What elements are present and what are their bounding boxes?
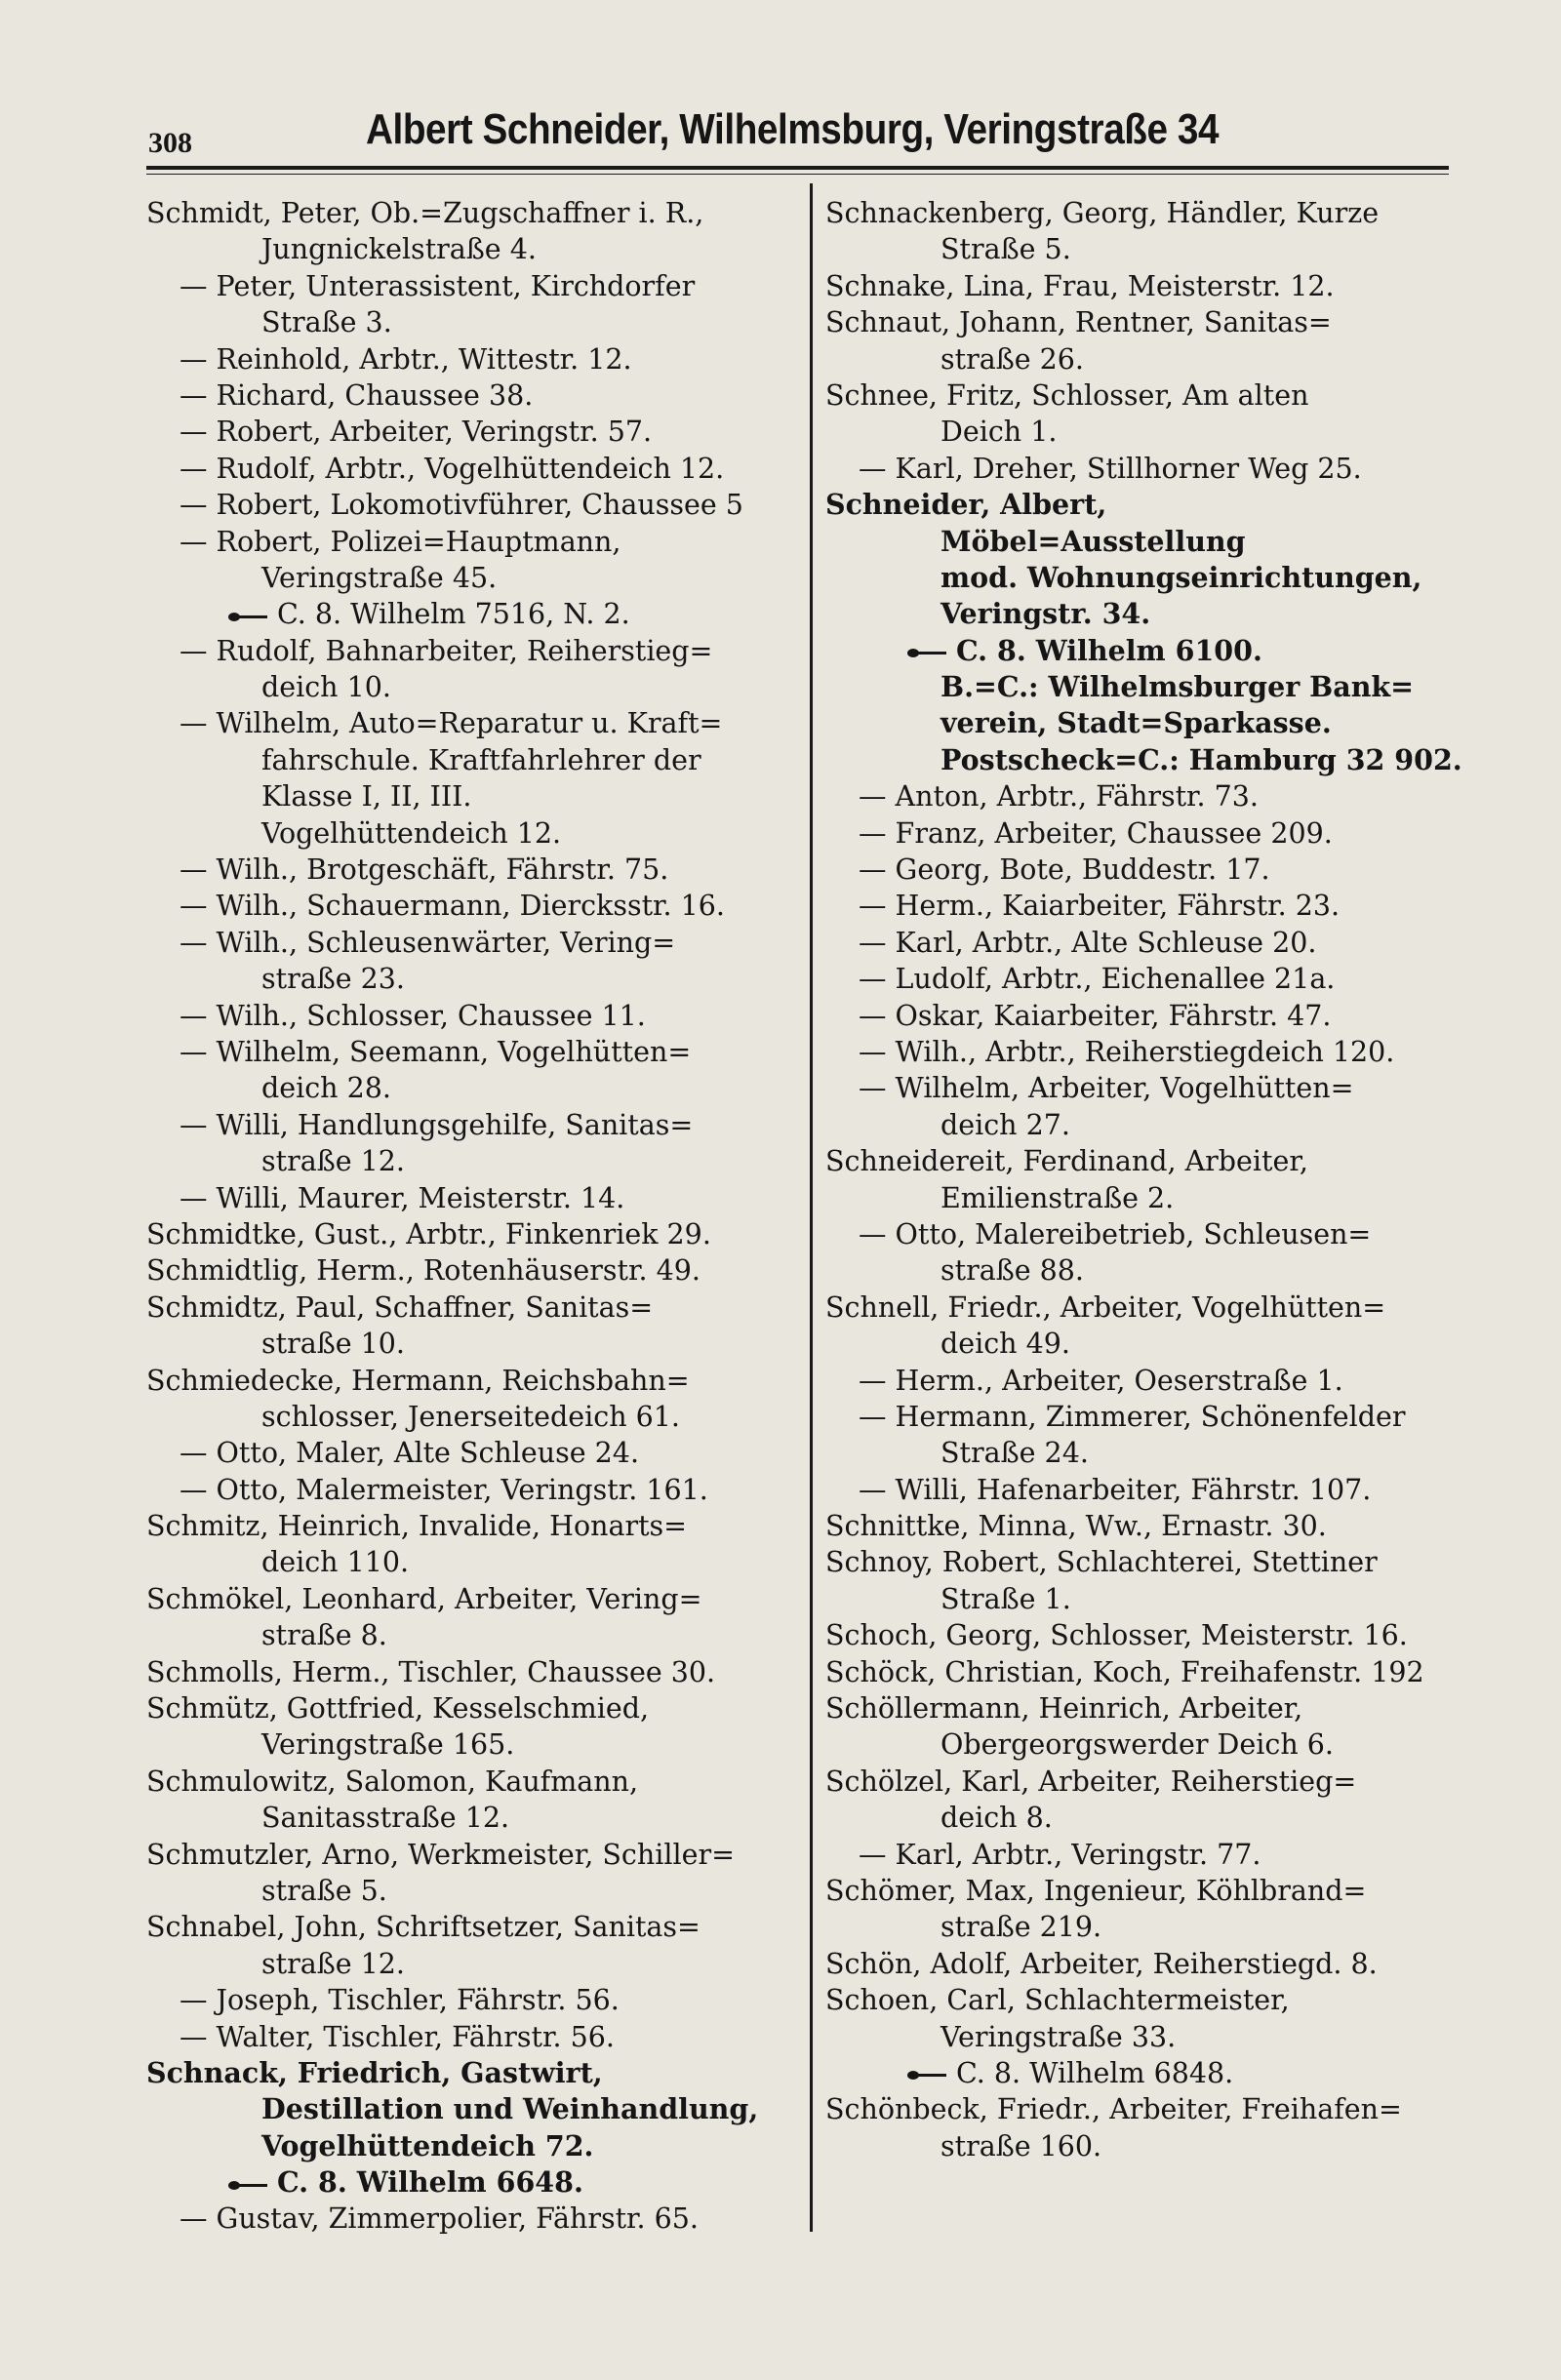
entry-continuation-line	[146, 560, 802, 596]
entry-text: Deich 1.	[941, 416, 1058, 449]
entry-text: verein, Stadt=Sparkasse.	[941, 706, 1332, 740]
header-rule	[146, 166, 1449, 170]
entry-text: — Herm., Kaiarbeiter, Fährstr. 23.	[859, 890, 1341, 923]
entry-text: — Willi, Maurer, Meisterstr. 14.	[180, 1181, 625, 1214]
entry-text: — Wilh., Schlosser, Chaussee 11.	[180, 999, 646, 1032]
directory-entry	[146, 633, 802, 706]
directory-entry	[825, 1690, 1450, 1764]
entry-continuation-line	[146, 1399, 802, 1435]
entry-continuation-line	[146, 2164, 802, 2201]
directory-entry	[146, 925, 802, 998]
directory-entry	[825, 815, 1450, 852]
entry-continuation-line	[825, 1726, 1450, 1763]
directory-entry	[825, 852, 1450, 888]
entry-continuation-line	[825, 2019, 1450, 2055]
entry-name-line	[146, 998, 802, 1034]
directory-entry	[825, 1873, 1450, 1946]
directory-entry	[825, 377, 1450, 451]
entry-continuation-line	[146, 596, 802, 632]
entry-text: Schmiedecke, Hermann, Reichsbahn=	[146, 1364, 690, 1397]
directory-entry	[146, 1764, 802, 1837]
directory-entry	[825, 1617, 1450, 1653]
entry-text: Klasse I, II, III.	[261, 780, 472, 813]
entry-text: — Robert, Arbeiter, Veringstr. 57.	[180, 416, 653, 449]
entry-name-line	[146, 1252, 802, 1289]
entry-continuation-line	[146, 304, 802, 340]
entry-name-line	[825, 1363, 1450, 1399]
entry-text: — Wilhelm, Arbeiter, Vogelhütten=	[859, 1072, 1354, 1105]
entry-name-line	[146, 451, 802, 487]
directory-entry	[825, 961, 1450, 997]
entry-text: — Rudolf, Arbtr., Vogelhüttendeich 12.	[180, 452, 725, 485]
entry-text: Veringstr. 34.	[941, 597, 1151, 631]
entry-continuation-line	[825, 1435, 1450, 1471]
directory-entry	[146, 1982, 802, 2018]
entry-continuation-line	[825, 596, 1450, 632]
directory-entry	[825, 925, 1450, 961]
entry-text: Schnabel, John, Schriftsetzer, Sanitas=	[146, 1911, 700, 1944]
entry-text: Schnittke, Minna, Ww., Ernastr. 30.	[825, 1510, 1327, 1543]
entry-continuation-line	[825, 414, 1450, 450]
entry-name-line	[146, 195, 802, 231]
entry-text: Sanitasstraße 12.	[261, 1802, 510, 1835]
entry-text: Schneidereit, Ferdinand, Arbeiter,	[825, 1145, 1308, 1178]
entry-text: — Karl, Dreher, Stillhorner Weg 25.	[859, 452, 1362, 485]
entry-text: Schömer, Max, Ingenieur, Köhlbrand=	[825, 1874, 1367, 1907]
entry-text: — Otto, Malermeister, Veringstr. 161.	[180, 1473, 708, 1506]
entry-text: Vogelhüttendeich 12.	[261, 816, 562, 850]
entry-name-line	[825, 304, 1450, 340]
directory-entry	[825, 2091, 1450, 2164]
directory-entry	[825, 1508, 1450, 1544]
entry-continuation-line	[146, 742, 802, 778]
entry-name-line	[146, 2019, 802, 2055]
entry-continuation-line	[825, 1581, 1450, 1617]
entry-name-line	[825, 925, 1450, 961]
entry-text: — Hermann, Zimmerer, Schönenfelder	[859, 1400, 1406, 1433]
entry-name-line	[825, 1399, 1450, 1435]
entry-name-line	[825, 1216, 1450, 1252]
entry-text: Postscheck=C.: Hamburg 32 902.	[941, 742, 1462, 776]
entry-name-line	[825, 1544, 1450, 1580]
entry-name-line	[825, 1472, 1450, 1508]
entry-text: — Joseph, Tischler, Fährstr. 56.	[180, 1984, 620, 2017]
directory-entry	[825, 1289, 1450, 1363]
entry-text: — Wilh., Schleusenwärter, Vering=	[180, 926, 676, 959]
entry-continuation-line	[146, 778, 802, 814]
entry-continuation-line	[825, 341, 1450, 377]
telephone-icon	[228, 611, 271, 622]
entry-text: deich 110.	[261, 1546, 410, 1579]
entry-text: Schneider, Albert,	[825, 488, 1107, 522]
header-rule-thin	[146, 174, 1449, 175]
entry-name-line	[146, 1837, 802, 1873]
directory-entry	[146, 1363, 802, 1436]
entry-text: straße 5.	[261, 1874, 387, 1907]
entry-name-line	[146, 1581, 802, 1617]
entry-text: Straße 5.	[941, 233, 1071, 266]
entry-text: schlosser, Jenerseitedeich 61.	[261, 1400, 680, 1433]
entry-text: Vogelhüttendeich 72.	[261, 2128, 594, 2162]
entry-continuation-line	[825, 1800, 1450, 1836]
entry-name-line	[146, 1435, 802, 1471]
directory-entry	[146, 2055, 802, 2202]
entry-continuation-line	[146, 1143, 802, 1179]
telephone-icon	[907, 647, 950, 658]
directory-entry	[146, 377, 802, 414]
entry-continuation-line	[825, 1326, 1450, 1362]
entry-name-line	[825, 1143, 1450, 1179]
entry-continuation-line	[146, 669, 802, 705]
directory-entry	[146, 852, 802, 888]
directory-entry	[825, 1399, 1450, 1472]
entry-name-line	[825, 1690, 1450, 1726]
entry-text: Veringstraße 33.	[941, 2020, 1177, 2053]
entry-name-line	[146, 414, 802, 450]
entry-name-line	[146, 2055, 802, 2091]
directory-entry	[146, 1289, 802, 1363]
entry-text: Schöllermann, Heinrich, Arbeiter,	[825, 1692, 1303, 1726]
directory-entry	[146, 1034, 802, 1107]
entry-continuation-line	[146, 2128, 802, 2164]
entry-text: deich 27.	[941, 1108, 1070, 1141]
directory-entry	[146, 1837, 802, 1910]
page-number: 308	[148, 127, 192, 159]
entry-text: fahrschule. Kraftfahrlehrer der	[261, 743, 701, 776]
entry-name-line	[146, 633, 802, 669]
entry-name-line	[825, 1070, 1450, 1106]
directory-entry	[825, 451, 1450, 487]
entry-name-line	[825, 268, 1450, 304]
entry-text: — Wilh., Brotgeschäft, Fährstr. 75.	[180, 853, 669, 887]
entry-name-line	[825, 2091, 1450, 2127]
entry-name-line	[146, 1216, 802, 1252]
entry-text: Schnack, Friedrich, Gastwirt,	[146, 2055, 603, 2089]
entry-text: B.=C.: Wilhelmsburger Bank=	[941, 670, 1415, 704]
entry-name-line	[146, 1982, 802, 2018]
entry-continuation-line	[146, 1726, 802, 1763]
entry-name-line	[146, 268, 802, 304]
entry-name-line	[825, 1764, 1450, 1800]
left-column	[146, 195, 802, 2238]
entry-continuation-line	[825, 2055, 1450, 2091]
entry-name-line	[146, 1034, 802, 1070]
entry-continuation-line	[146, 1617, 802, 1653]
entry-text: Schnoy, Robert, Schlachterei, Stettiner	[825, 1546, 1378, 1579]
entry-text: Schmitz, Heinrich, Invalide, Honarts=	[146, 1510, 688, 1543]
entry-text: Schmidtlig, Herm., Rotenhäuserstr. 49.	[146, 1254, 700, 1288]
entry-name-line	[146, 1508, 802, 1544]
entry-name-line	[825, 778, 1450, 814]
entry-continuation-line	[146, 1544, 802, 1580]
entry-text: straße 26.	[941, 342, 1084, 376]
entry-name-line	[825, 1617, 1450, 1653]
entry-name-line	[146, 705, 802, 741]
entry-text: Möbel=Ausstellung	[941, 524, 1246, 558]
entry-text: straße 12.	[261, 1947, 405, 1980]
directory-entry	[825, 1982, 1450, 2091]
entry-text: — Willi, Handlungsgehilfe, Sanitas=	[180, 1108, 694, 1141]
entry-text: Schöck, Christian, Koch, Freihafenstr. 192	[825, 1655, 1424, 1688]
entry-continuation-line	[825, 1252, 1450, 1289]
entry-text: Schönbeck, Friedr., Arbeiter, Freihafen=	[825, 2093, 1402, 2126]
directory-entry	[825, 1544, 1450, 1617]
directory-entry	[146, 2201, 802, 2237]
entry-text: — Reinhold, Arbtr., Wittestr. 12.	[180, 342, 632, 376]
directory-entry	[146, 705, 802, 852]
entry-text: Schmökel, Leonhard, Arbeiter, Vering=	[146, 1582, 702, 1615]
entry-name-line	[146, 341, 802, 377]
entry-continuation-line	[825, 231, 1450, 267]
entry-name-line	[146, 888, 802, 924]
directory-entry	[146, 1690, 802, 1764]
entry-text: Obergeorgswerder Deich 6.	[941, 1728, 1334, 1762]
entry-text: — Otto, Maler, Alte Schleuse 24.	[180, 1437, 640, 1470]
entry-continuation-line	[825, 1909, 1450, 1945]
entry-text: — Willi, Hafenarbeiter, Fährstr. 107.	[859, 1473, 1372, 1506]
entry-text: straße 12.	[261, 1145, 405, 1178]
directory-entry	[825, 888, 1450, 924]
entry-text: Destillation und Weinhandlung,	[261, 2092, 759, 2126]
entry-continuation-line	[146, 2091, 802, 2127]
entry-name-line	[146, 377, 802, 414]
entry-continuation-line	[825, 633, 1450, 669]
entry-text: — Wilh., Schauermann, Diercksstr. 16.	[180, 890, 725, 923]
directory-entry	[146, 195, 802, 268]
directory-entry	[825, 1837, 1450, 1873]
entry-text: Schmolls, Herm., Tischler, Chaussee 30.	[146, 1655, 716, 1688]
entry-continuation-line	[825, 669, 1450, 705]
directory-entry	[146, 1107, 802, 1180]
directory-entry	[825, 1143, 1450, 1216]
entry-text: — Anton, Arbtr., Fährstr. 73.	[859, 780, 1259, 813]
directory-entry	[825, 778, 1450, 814]
entry-continuation-line	[146, 1946, 802, 1982]
entry-text: Schölzel, Karl, Arbeiter, Reiherstieg=	[825, 1765, 1357, 1798]
entry-text: — Ludolf, Arbtr., Eichenallee 21a.	[859, 963, 1336, 996]
entry-text: deich 28.	[261, 1072, 391, 1105]
directory-entry	[825, 304, 1450, 377]
entry-text: — Peter, Unterassistent, Kirchdorfer	[180, 269, 696, 302]
entry-name-line	[825, 487, 1450, 523]
entry-continuation-line	[825, 1180, 1450, 1216]
entry-name-line	[146, 1289, 802, 1326]
directory-entry	[825, 487, 1462, 778]
directory-entry	[825, 195, 1450, 268]
entry-text: — Oskar, Kaiarbeiter, Fährstr. 47.	[859, 999, 1332, 1032]
entry-text: C. 8. Wilhelm 6848.	[956, 2056, 1234, 2089]
entry-name-line	[146, 1472, 802, 1508]
entry-name-line	[825, 852, 1450, 888]
telephone-icon	[228, 2179, 271, 2191]
entry-text: Schnell, Friedr., Arbeiter, Vogelhütten=	[825, 1290, 1386, 1324]
entry-text: C. 8. Wilhelm 7516, N. 2.	[277, 598, 630, 631]
entry-name-line	[146, 1363, 802, 1399]
directory-entry	[146, 341, 802, 377]
directory-entry	[146, 414, 802, 450]
entry-text: Straße 3.	[261, 306, 392, 339]
entry-continuation-line	[825, 524, 1450, 560]
entry-text: Schmütz, Gottfried, Kesselschmied,	[146, 1692, 650, 1726]
entry-name-line	[146, 1654, 802, 1690]
entry-text: — Gustav, Zimmerpolier, Fährstr. 65.	[180, 2202, 699, 2236]
directory-entry	[825, 268, 1450, 304]
directory-entry	[146, 888, 802, 924]
directory-entry	[146, 268, 802, 341]
running-head: Albert Schneider, Wilhelmsburg, Veringstraße 34	[366, 105, 1220, 153]
entry-text: Schoen, Carl, Schlachtermeister,	[825, 1984, 1290, 2017]
entry-text: Veringstraße 165.	[261, 1728, 515, 1762]
telephone-icon	[907, 2069, 950, 2081]
entry-continuation-line	[825, 705, 1450, 741]
entry-continuation-line	[825, 560, 1450, 596]
entry-text: straße 10.	[261, 1328, 405, 1361]
entry-name-line	[825, 1034, 1450, 1070]
entry-name-line	[146, 524, 802, 560]
directory-entry	[146, 1180, 802, 1216]
entry-continuation-line	[825, 742, 1462, 778]
entry-text: Schmidt, Peter, Ob.=Zugschaffner i. R.,	[146, 197, 704, 229]
entry-name-line	[146, 2201, 802, 2237]
entry-text: — Robert, Lokomotivführer, Chaussee 5	[180, 489, 743, 522]
directory-entry	[146, 1435, 802, 1471]
entry-text: deich 10.	[261, 671, 391, 704]
entry-name-line	[825, 961, 1450, 997]
entry-name-line	[825, 377, 1450, 414]
entry-text: — Georg, Bote, Buddestr. 17.	[859, 853, 1270, 887]
entry-name-line	[825, 451, 1450, 487]
entry-text: deich 49.	[941, 1328, 1070, 1361]
entry-name-line	[825, 998, 1450, 1034]
entry-text: straße 160.	[941, 2129, 1102, 2162]
entry-text: straße 23.	[261, 963, 405, 996]
entry-continuation-line	[146, 961, 802, 997]
entry-text: — Rudolf, Bahnarbeiter, Reiherstieg=	[180, 634, 713, 667]
directory-entry	[146, 1252, 802, 1289]
entry-name-line	[825, 888, 1450, 924]
entry-text: Schnee, Fritz, Schlosser, Am alten	[825, 378, 1309, 412]
entry-text: deich 8.	[941, 1802, 1053, 1835]
entry-text: Schoch, Georg, Schlosser, Meisterstr. 16.	[825, 1619, 1408, 1652]
directory-entry	[825, 1216, 1450, 1289]
entry-text: — Karl, Arbtr., Alte Schleuse 20.	[859, 926, 1317, 959]
entry-text: Schmutzler, Arno, Werkmeister, Schiller=	[146, 1838, 735, 1871]
entry-text: Emilienstraße 2.	[941, 1181, 1175, 1214]
entry-text: — Walter, Tischler, Fährstr. 56.	[180, 2020, 615, 2053]
entry-name-line	[146, 925, 802, 961]
directory-entry	[825, 1946, 1450, 1982]
entry-name-line	[146, 1107, 802, 1143]
entry-text: straße 8.	[261, 1619, 387, 1652]
entry-text: C. 8. Wilhelm 6648.	[277, 2165, 583, 2200]
entry-text: Straße 24.	[941, 1437, 1089, 1470]
entry-name-line	[825, 1982, 1450, 2018]
entry-name-line	[825, 1654, 1450, 1690]
entry-text: Schmulowitz, Salomon, Kaufmann,	[146, 1765, 639, 1798]
entry-text: straße 88.	[941, 1254, 1084, 1288]
directory-entry	[146, 524, 802, 633]
entry-name-line	[146, 1180, 802, 1216]
entry-text: Schön, Adolf, Arbeiter, Reiherstiegd. 8.	[825, 1947, 1378, 1980]
entry-text: — Wilhelm, Auto=Reparatur u. Kraft=	[180, 707, 723, 740]
entry-continuation-line	[146, 815, 802, 852]
entry-continuation-line	[146, 1326, 802, 1362]
entry-text: Schnake, Lina, Frau, Meisterstr. 12.	[825, 269, 1335, 302]
entry-name-line	[825, 1837, 1450, 1873]
entry-name-line	[825, 1873, 1450, 1909]
entry-name-line	[825, 1289, 1450, 1326]
entry-text: Schmidtke, Gust., Arbtr., Finkenriek 29.	[146, 1217, 711, 1250]
entry-text: — Robert, Polizei=Hauptmann,	[180, 525, 621, 558]
entry-text: — Wilh., Arbtr., Reiherstiegdeich 120.	[859, 1035, 1395, 1068]
entry-name-line	[146, 852, 802, 888]
directory-entry	[146, 1508, 802, 1581]
directory-entry	[146, 998, 802, 1034]
entry-text: — Otto, Malereibetrieb, Schleusen=	[859, 1217, 1372, 1250]
entry-name-line	[825, 195, 1450, 231]
entry-name-line	[146, 1690, 802, 1726]
entry-continuation-line	[146, 1070, 802, 1106]
directory-entry	[146, 487, 802, 523]
entry-name-line	[825, 1508, 1450, 1544]
entry-continuation-line	[825, 2128, 1450, 2164]
entry-text: straße 219.	[941, 1911, 1102, 1944]
directory-entry	[146, 1654, 802, 1690]
directory-entry	[825, 1764, 1450, 1837]
directory-entry	[825, 998, 1450, 1034]
entry-text: Schmidtz, Paul, Schaffner, Sanitas=	[146, 1290, 654, 1324]
entry-continuation-line	[146, 231, 802, 267]
entry-text: Veringstraße 45.	[261, 561, 498, 594]
directory-entry	[146, 451, 802, 487]
entry-name-line	[825, 1946, 1450, 1982]
directory-entry	[146, 1472, 802, 1508]
directory-entry	[146, 2019, 802, 2055]
directory-entry	[146, 1581, 802, 1654]
entry-continuation-line	[146, 1873, 802, 1909]
entry-text: Straße 1.	[941, 1582, 1071, 1615]
directory-entry	[825, 1070, 1450, 1143]
entry-continuation-line	[146, 1800, 802, 1836]
entry-text: Schnackenberg, Georg, Händler, Kurze	[825, 197, 1380, 229]
entry-text: Jungnickelstraße 4.	[261, 233, 537, 266]
entry-name-line	[146, 1764, 802, 1800]
entry-text: — Karl, Arbtr., Veringstr. 77.	[859, 1838, 1261, 1871]
entry-text: — Richard, Chaussee 38.	[180, 378, 534, 412]
entry-text: C. 8. Wilhelm 6100.	[956, 633, 1262, 667]
directory-entry	[146, 1216, 802, 1252]
right-column	[825, 195, 1462, 2164]
entry-name-line	[825, 815, 1450, 852]
entry-text: — Franz, Arbeiter, Chaussee 209.	[859, 816, 1333, 850]
directory-entry	[825, 1363, 1450, 1399]
entry-text: Schnaut, Johann, Rentner, Sanitas=	[825, 306, 1332, 339]
entry-name-line	[146, 1909, 802, 1945]
entry-continuation-line	[825, 1107, 1450, 1143]
entry-name-line	[146, 487, 802, 523]
directory-entry	[825, 1654, 1450, 1690]
entry-text: — Wilhelm, Seemann, Vogelhütten=	[180, 1035, 692, 1068]
directory-entry	[825, 1034, 1450, 1070]
entry-text: mod. Wohnungseinrichtungen,	[941, 560, 1422, 594]
entry-text: — Herm., Arbeiter, Oeserstraße 1.	[859, 1364, 1343, 1397]
directory-entry	[146, 1909, 802, 1982]
directory-entry	[825, 1472, 1450, 1508]
column-divider	[810, 183, 813, 2232]
